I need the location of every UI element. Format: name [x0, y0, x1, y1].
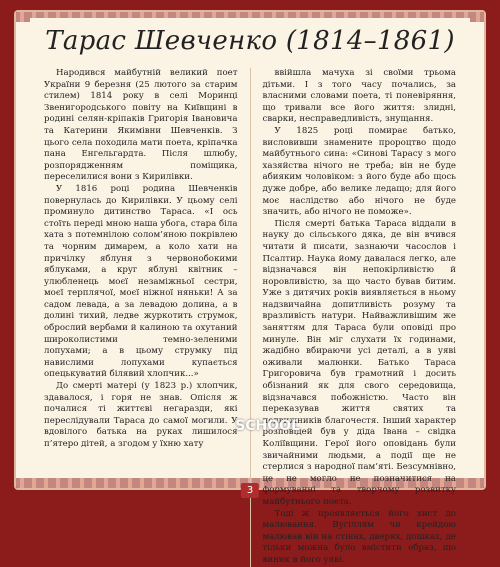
right-column: [263, 68, 457, 567]
paragraph: ввійшла мачуха зі своїми трьома дітьми. І з того часу почались, за власними словами поета, ті поневіряння, що тривали все його життя: злидні, сварки, несправедливість, знущання.: [262, 68, 456, 125]
watermark-text: SCHOOL: [235, 418, 300, 434]
paragraph: Народився майбутній великий поет України 9 березня (25 лютого за старим стилем) 1814 року в селі Моринці Звенигородського повіту на Київщині в родині селян-кріпаків Григорія Івановича та Катерини Якимівни Шевченків. З цього села походила мати поета, кріпачка пана Енгельгардта. Після шлюбу, розпорядженням поміщика, переселилися вони з Кирилівки.: [44, 68, 238, 183]
paragraph: До смерті матері (у 1823 р.) хлопчик, здавалося, і горя не знав. Опісля ж почалися ті життєві негаразди, які переслідували Тараса до самої могили. У вдовілого батька на руках лишилося п’ятеро дітей, а згодом у їхню хату: [44, 381, 238, 449]
left-column: [44, 68, 238, 567]
paragraph: У 1825 році помирає батько, висловивши знамените пророцтво щодо майбутнього сина: «Синові Тарасу з мого хазяйства нічого не треба; він не буде абияким чоловіком: з його буде або щось дуже добре, або велике ледащо; для його моє наслідство або нічого не буде значить, або нічого не поможе».: [262, 125, 456, 218]
page-title: Тарас Шевченко (1814–1861): [45, 26, 455, 56]
watermark: [235, 418, 300, 434]
content-area: [30, 18, 470, 565]
page-number: 3: [241, 483, 259, 498]
paragraph: У 1816 році родина Шевченків повернулась до Кирилівки. У цьому селі проминуло дитинство Тараса. «І ось стоїть переді мною наша убога, стара біла хата з потемнілою солом’яною покрівлею та чорним димарем, а коло хати на причілку яблуня з червонобокими яблуками, а круг яблуні квітник – улюбленець моєї незаміжньої сестри, моєї терплячої, моєї ніжної няньки! А за садом левада, а за левадою долина, а в долині тихий, ледве журкотить струмок, оброслий вербами й калиною та охутаний широколистими темно-зеленими лопухами; а в цьому струмку під навислими лопухами купається опецькуватий білявий хлопчик...»: [44, 183, 238, 380]
paragraph: Тоді ж проявляється його хист до малювання. Вугіллям чи крейдою малював він на стінах, дверях, дошках, де тільки можна було вмістити образ, що виник в його уяві.: [262, 508, 456, 565]
paragraph: Після смерті батька Тараса віддали в науку до сільського дяка, де він вчився читати й писати, зазнаючи часослов і Псалтир. Наука йому давалася легко, але відзначався він непокірливістю й норовливістю, за що часто бував битим. Уже з дитячих років виявляється в ньому надзвичайна допитливість розуму та вразливість натури. Найважливішим же заняттям для Тараса були оповіді про минуле. Він міг слухати їх годинами, жадібно вбираючи усі деталі, а в уяві оживали малюнки. Батько Тараса Григоровича був грамотний і досить обізнаний як для свого середовища, відзначався побожністю. Часто він переказував життя святих та подвижників благочестя. Інший характер розповідей був у діда Івана – свідка Коліївщини. Герої його оповідань були звичайними людьми, а події ще не стерлися з народної пам’яті. Безсумнівно, це не могло не позначитися на формуванні та творчому розвитку майбутнього поета.: [262, 218, 456, 507]
